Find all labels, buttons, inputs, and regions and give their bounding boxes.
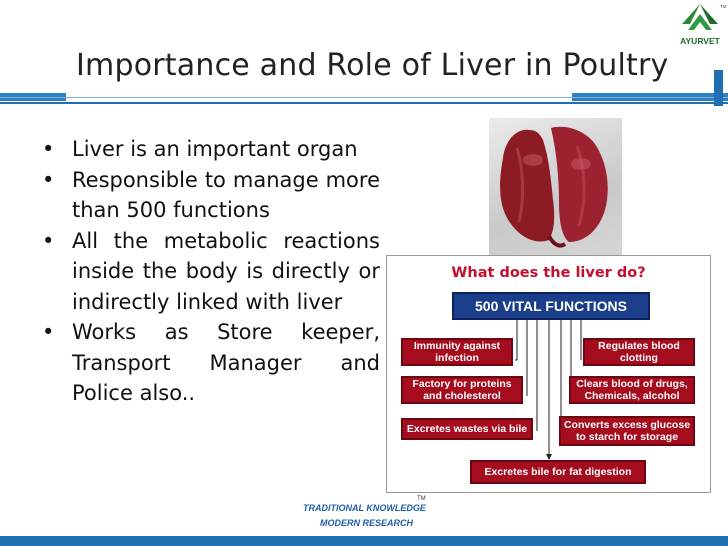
bullet-3: • All the metabolic reactions inside the body is directly or indirectly linked with liver — [40, 226, 380, 318]
box-excretes-wastes: Excretes wastes via bile — [401, 418, 533, 440]
side-accent — [714, 70, 723, 106]
box-excretes-bile: Excretes bile for fat digestion — [470, 460, 646, 484]
ayurvet-logo — [672, 0, 728, 52]
logo-wordmark: AYURVET — [680, 36, 720, 46]
box-immunity: Immunity against infection — [401, 338, 513, 366]
title-divider — [0, 102, 728, 104]
bottom-bar — [0, 536, 728, 546]
vital-functions-box: 500 VITAL FUNCTIONS — [452, 292, 650, 320]
logo-tm: TM — [720, 4, 727, 9]
box-regulates-clotting: Regulates blood clotting — [583, 338, 695, 366]
box-converts-glucose: Converts excess glucose to starch for storage — [559, 416, 695, 446]
bullet-4: • Works as Store keeper, Transport Manager and Police also.. — [40, 317, 380, 409]
title-divider-thin — [0, 97, 728, 98]
footer-tagline-line1: TRADITIONAL KNOWLEDGE — [303, 503, 426, 513]
liver-functions-diagram — [386, 255, 711, 493]
box-clears-blood: Clears blood of drugs, Chemicals, alcohol — [569, 376, 695, 404]
box-factory-proteins: Factory for proteins and cholesterol — [401, 376, 523, 404]
bullet-1: • Liver is an important organ — [40, 134, 380, 165]
diagram-title: What does the liver do? — [451, 265, 646, 281]
slide-title: Importance and Role of Liver in Poultry — [76, 48, 669, 83]
bullet-2: • Responsible to manage more than 500 functions — [40, 165, 380, 226]
bullet-list — [40, 134, 380, 409]
liver-photo — [489, 118, 622, 258]
footer-tm: TM — [417, 496, 426, 502]
footer-tagline-line2: MODERN RESEARCH — [320, 518, 414, 528]
